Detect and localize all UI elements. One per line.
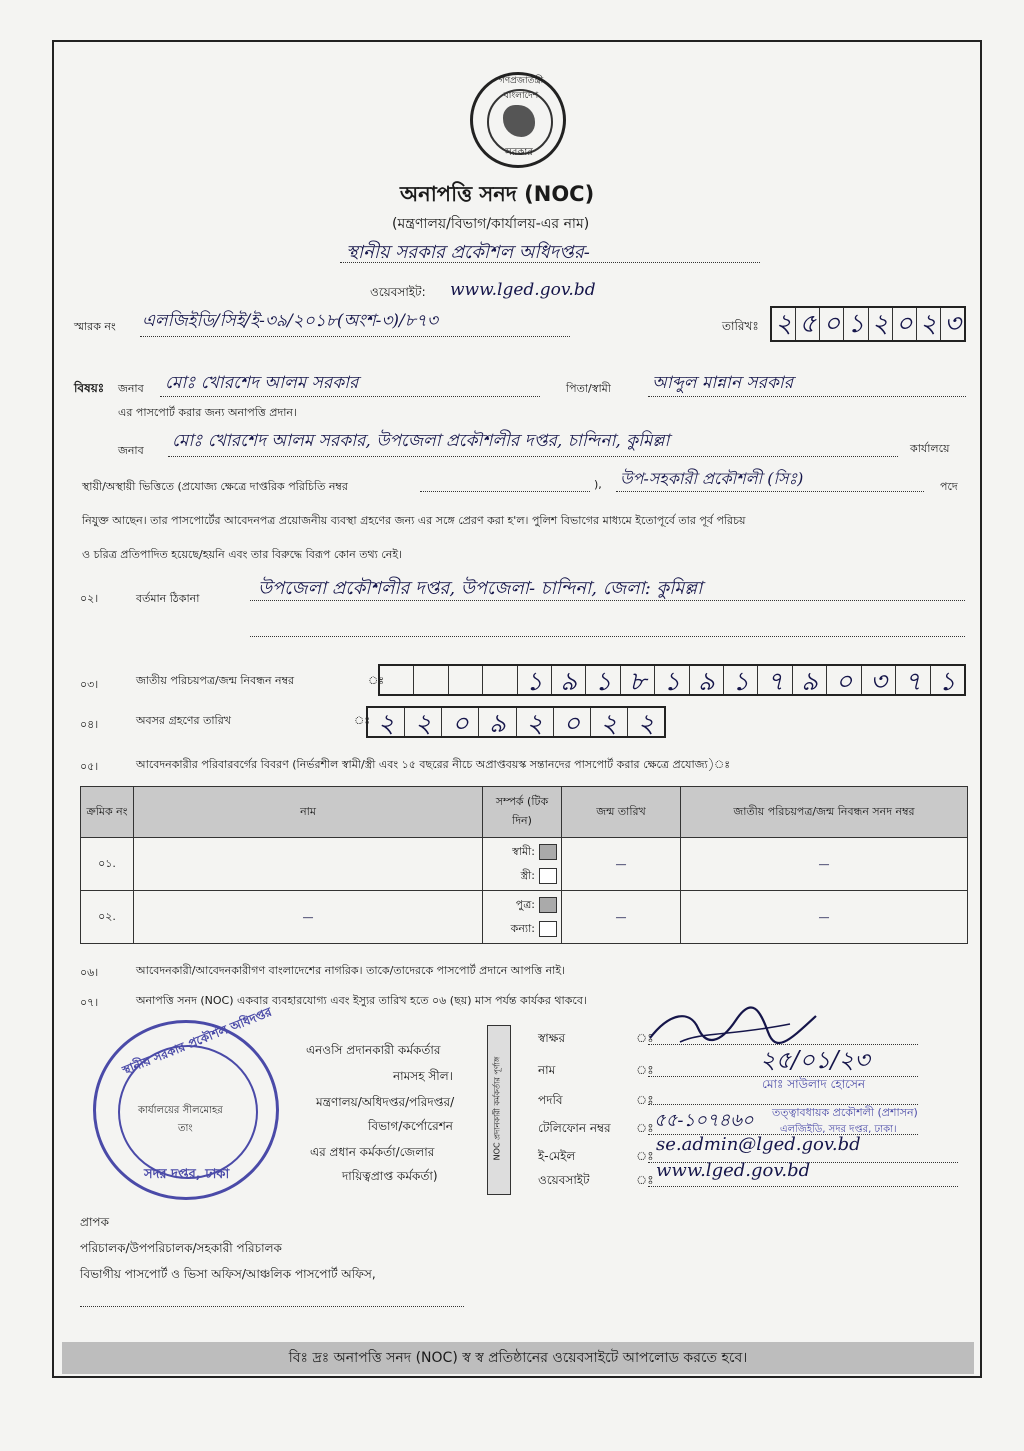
office-suffix: কার্যালয়ে [910,442,950,455]
footer-note: বিঃ দ্রঃ অনাপত্তি সনদ (NOC) স্ব স্ব প্রতিষ্ঠানের ওয়েবসাইটে আপলোড করতে হবে। [62,1342,974,1374]
body-line3: নিযুক্ত আছেন। তার পাসপোর্টের আবেদনপত্র প্রয়োজনীয় ব্যবস্থা গ্রহণের জন্য এর সঙ্গে প্রেরণ করা হ'ল। পুলিশ বিভাগের মাধ্যমে ইতোপূর্বে তার পূর্ব পরিচয় [82,514,746,527]
note-7-text: অনাপত্তি সনদ (NOC) একবার ব্যবহারযোগ্য এবং ইস্যুর তারিখ হতে ০৬ (ছয়) মাস পর্যন্ত কার্যকর থাকবে। [136,994,587,1007]
nid-digit [414,666,448,694]
retire-label: অবসর গ্রহণের তারিখ [136,714,231,727]
field-colon: ঃ [636,1063,654,1077]
field-label-signature: স্বাক্ষর [538,1031,566,1045]
retire-digit: ২ [517,708,554,736]
nid-digit: ৩ [862,666,896,694]
item-3-number: ০৩। [80,678,99,691]
page-title: অনাপত্তি সনদ (NOC) [400,182,595,206]
subject-label: বিষয়ঃ [74,381,105,395]
recipient-line-1: পরিচালক/উপপরিচালক/সহকারী পরিচালক [80,1241,282,1255]
nid-digit: ৯ [552,666,586,694]
table-row [81,891,968,944]
col-nid: জাতীয় পরিচয়পত্র/জন্ম নিবন্ধন সনদ নম্বর [681,787,968,838]
row-serial: ০১. [81,838,134,891]
nid-digit: ৯ [793,666,827,694]
nid-digit: ১ [938,667,956,697]
relation-a-checkbox[interactable] [539,897,557,913]
item-4-number: ০৪। [80,718,99,731]
nid-digit: ৮ [621,666,655,694]
relation-b-checkbox[interactable] [539,921,557,937]
applicant-line [160,396,540,397]
note-6-text: আবেদনকারী/আবেদনকারীগণ বাংলাদেশের নাগরিক। তাকে/তাদেরকে পাসপোর্ট প্রদানে আপত্তি নাই। [136,964,566,977]
signatory-line: নামসহ সীল। [393,1069,453,1083]
office-seal-center-1: কার্যালয়ের সীলমোহর [138,1105,223,1116]
father-name: আব্দুল মান্নান সরকার [652,373,794,393]
post-name: উপ-সহকারী প্রকৌশলী (সিঃ) [620,469,804,488]
relation-b-label: কন্যা: [510,922,535,935]
nid-digit: ৯ [690,666,724,694]
office-name: স্থানীয় সরকার প্রকৌশল অধিদপ্তর- [346,242,590,263]
col-relation: সম্পর্ক (টিক দিন) [483,787,562,838]
row-nid: — [681,891,968,944]
stamp-officer-title: তত্ত্বাবধায়ক প্রকৌশলী (প্রশাসন) [772,1106,918,1119]
field-colon: ঃ [636,1121,654,1135]
body-mr: জনাব [118,444,144,457]
family-table [80,786,968,944]
field-label-email: ই-মেইল [538,1149,576,1163]
applicant-name: মোঃ খোরশেদ আলম সরকার [165,373,359,393]
note-7-number: ০৭। [80,996,99,1009]
government-seal [470,72,566,168]
vertical-label: NOC প্রদানকারী কর্মকর্তার পূর্ণাঙ্গ [492,1056,502,1161]
signatory-line: এনওসি প্রদানকারী কর্মকর্তার [306,1043,441,1057]
nid-digit: ৭ [896,666,930,694]
relation-a-label: স্বামী: [512,845,535,858]
family-label: আবেদনকারীর পরিবারবর্গের বিবরণ (নির্ভরশীল স্বামী/স্ত্রী এবং ১৫ বছরের নীচে অপ্রাপ্তবয়স্ক সন্তানদের পাসপোর্ট করার ক্ষেত্রে প্রযোজ্য)ঃ [136,758,731,771]
office-seal-stamp [93,1004,279,1200]
field-label-phone: টেলিফোন নম্বর [538,1121,611,1135]
nid-digit: ০ [827,666,861,694]
relation-b-checkbox[interactable] [539,868,557,884]
vertical-label-box [487,1025,511,1195]
row-relation [483,838,562,891]
retire-digit: ৯ [479,708,516,736]
nid-digit [483,666,517,694]
nid-digit [449,666,483,694]
address-line-1 [250,600,965,601]
field-label-name: নাম [538,1063,556,1077]
item-5-number: ০৫। [80,760,99,773]
signatory-line: এর প্রধান কর্মকর্তা/জেলার [310,1145,435,1159]
seal-top-text: গণপ্রজাতন্ত্রী বাংলাদেশ [498,76,544,101]
father-line [648,396,966,397]
email-value: se.admin@lged.gov.bd [656,1134,861,1155]
col-name: নাম [134,787,483,838]
office-seal-ring-bottom: সদর দপ্তর, ঢাকা [144,1167,230,1182]
office-name-line [340,262,760,263]
relation-b-label: স্ত্রী: [520,869,535,882]
post-suffix: পদে [940,480,958,493]
date-digit: ২ [917,308,941,340]
memo-label: স্মারক নং [74,320,116,333]
retire-digit: ২ [368,708,405,736]
row-name: — [134,891,483,944]
row-serial: ০২. [81,891,134,944]
note-6-number: ০৬। [80,966,99,979]
memo-line [140,336,570,337]
page-subtitle: (মন্ত্রণালয়/বিভাগ/কার্যালয়-এর নাম) [392,216,590,232]
relation-a-checkbox[interactable] [539,844,557,860]
post-line [616,491,924,492]
nid-digit: ১ [655,666,689,694]
name-office-line [168,456,898,457]
field-colon: ঃ [636,1093,654,1107]
website-value: www.lged.gov.bd [450,280,596,300]
retire-digit: ২ [637,709,655,739]
retire-digit: ০ [554,708,591,736]
father-label: পিতা/স্বামী [566,382,611,395]
retire-colon: ঃ [354,714,371,727]
address-label: বর্তমান ঠিকানা [136,592,200,605]
date-digit: ০ [893,308,917,340]
date-digit: ২ [772,308,796,340]
date-boxes [770,306,966,342]
signatory-line: মন্ত্রণালয়/অধিদপ্তর/পরিদপ্তর/ [316,1095,455,1109]
nid-label: জাতীয় পরিচয়পত্র/জন্ম নিবন্ধন নম্বর [136,674,295,687]
nid-digit: ১ [586,666,620,694]
recipient-label: প্রাপক [80,1215,109,1229]
line2-mid: ), [594,478,602,491]
field-label-website: ওয়েবসাইট [538,1173,590,1187]
item-2-number: ০২। [80,592,99,605]
office-seal-ring-top: স্থানীয় সরকার প্রকৌশল অধিদপ্তর [120,1004,274,1078]
address-value: উপজেলা প্রকৌশলীর দপ্তর, উপজেলা- চান্দিনা, জেলা: কুমিল্লা [258,578,703,599]
col-serial: ক্রমিক নং [81,787,134,838]
subject-mr: জনাব [118,382,144,395]
stamp-officer-office: এলজিইডি, সদর দপ্তর, ঢাকা। [780,1124,897,1135]
seal-bottom-text: সরকার [505,147,533,158]
row-dob: — [562,838,681,891]
family-table-header [81,787,968,838]
field-colon: ঃ [636,1173,654,1187]
row-relation [483,891,562,944]
signatory-line: দায়িত্বপ্রাপ্ত কর্মকর্তা) [342,1169,438,1183]
nid-boxes [378,664,966,696]
date-digit: ১ [844,308,868,340]
retire-digit: ০ [442,708,479,736]
date-digit: ০ [820,308,844,340]
sign-date: ২৫/০১/২৩ [760,1046,870,1074]
signatory-line: বিভাগ/কর্পোরেশন [368,1119,453,1133]
recipient-line-3 [80,1306,464,1307]
line2-prefix: স্থায়ী/অস্থায়ী ভিত্তিতে (প্রযোজ্য ক্ষেত্রে দাপ্তরিক পরিচিতি নম্বর [82,480,348,493]
memo-number: এলজিইডি/সিই/ই-৩৯/২০১৮(অংশ-৩)/৮৭৩ [142,311,438,331]
date-digit: ৩ [943,309,961,339]
row-name [134,838,483,891]
website-line [648,1186,958,1187]
stamp-officer-name: মোঃ সাউলাদ হোসেন [762,1077,866,1091]
nid-digit: ১ [724,666,758,694]
address-line-2 [250,636,965,637]
recipient-line-2: বিভাগীয় পাসপোর্ট ও ভিসা অফিস/আঞ্চলিক পাসপোর্ট অফিস, [80,1267,376,1281]
retire-boxes [366,706,666,738]
date-label: তারিখঃ [722,319,759,333]
row-dob: — [562,891,681,944]
official-id-line [420,491,590,492]
body-line4: ও চরিত্র প্রতিপাদিত হয়েছে/হয়নি এবং তার বিরুদ্ধে বিরূপ কোন তথ্য নেই। [82,548,402,561]
date-digit: ২ [869,308,893,340]
subject-line2: এর পাসপোর্ট করার জন্য অনাপত্তি প্রদান। [118,406,297,419]
field-label-designation: পদবি [538,1093,563,1107]
nid-digit: ১ [518,666,552,694]
name-office: মোঃ খোরশেদ আলম সরকার, উপজেলা প্রকৌশলীর দপ্তর, চান্দিনা, কুমিল্লা [172,431,670,451]
phone-value: ৫৫-১০৭৪৬০ [654,1110,754,1131]
website-field-value: www.lged.gov.bd [656,1160,811,1181]
website-label: ওয়েবসাইট: [370,285,426,299]
relation-a-label: পুত্র: [515,898,535,911]
table-row [81,838,968,891]
retire-digit: ২ [591,708,628,736]
col-dob: জন্ম তারিখ [562,787,681,838]
row-nid: — [681,838,968,891]
nid-digit [380,666,414,694]
date-digit: ৫ [796,308,820,340]
field-colon: ঃ [636,1149,654,1163]
office-seal-center-2: তাং [178,1123,193,1134]
retire-digit: ২ [405,708,442,736]
field-colon: ঃ [636,1031,654,1045]
nid-colon: ঃ [368,674,385,687]
nid-digit: ৭ [758,666,792,694]
